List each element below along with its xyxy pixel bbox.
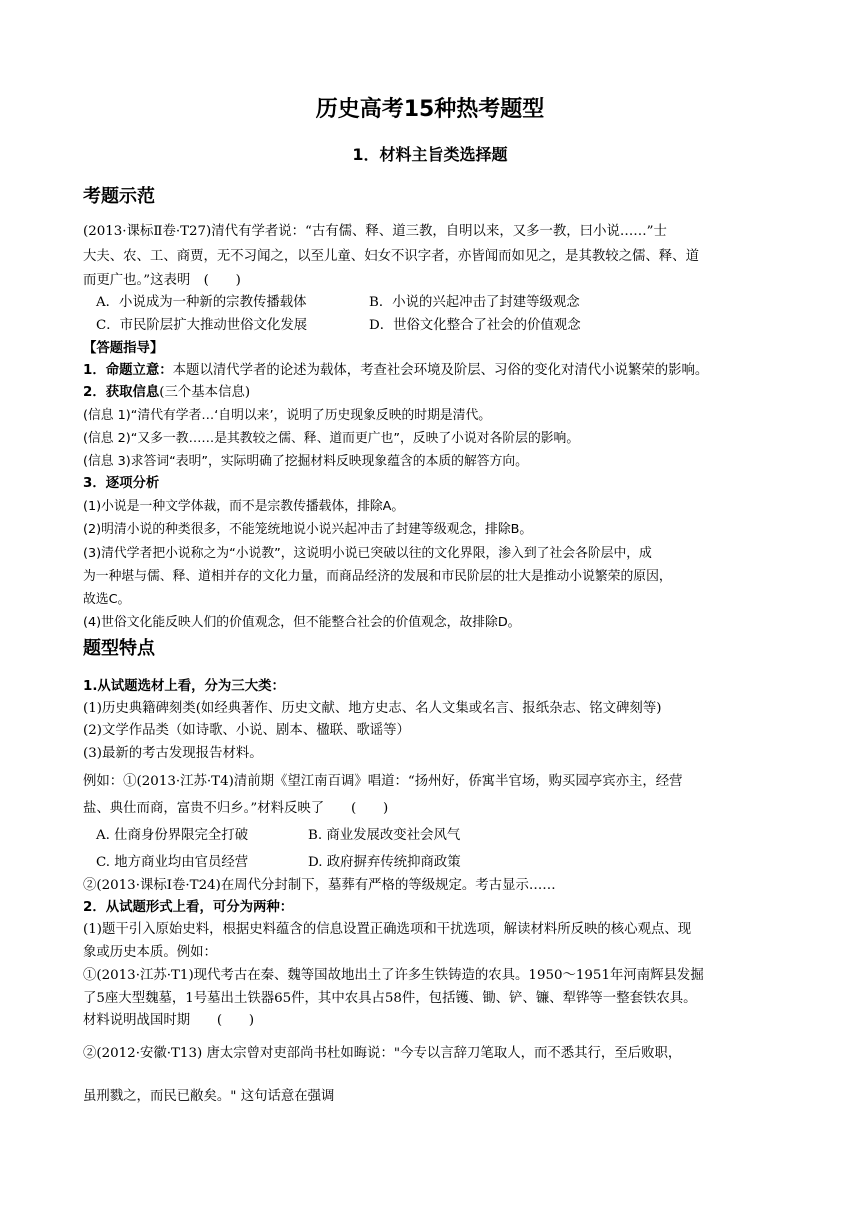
analysis-line: 为一种堪与儒、释、道相并存的文化力量，而商品经济的发展和市民阶层的壮大是推动小说繁荣的原因， (83, 569, 672, 584)
guide-point-3-label: 3．逐项分析 (83, 476, 160, 491)
option-a: A．小说成为一种新的宗教传播载体 (96, 295, 307, 310)
example-option-b: B. 商业发展改变社会风气 (308, 828, 461, 843)
question-line: (2013·课标Ⅱ卷·T27)清代有学者说：“古有儒、释、道三教，自明以来，又多一教，曰小说……”士 (83, 224, 667, 239)
option-c: C．市民阶层扩大推动世俗文化发展 (96, 318, 308, 333)
example-line: 例如：①(2013·江苏·T4)清前期《望江南百调》唱道：“扬州好，侨寓半官场，购买园亭宾亦主，经营 (83, 774, 683, 789)
option-b: B．小说的兴起冲击了封建等级观念 (369, 295, 580, 310)
analysis-line: (4)世俗文化能反映人们的价值观念，但不能整合社会的价值观念，故排除D。 (83, 615, 521, 630)
example-3-line: 了5座大型魏墓，1号墓出土铁器65件，其中农具占58件，包括镬、锄、铲、镰、犁铧等一整套铁农具。 (83, 991, 697, 1006)
section-heading-features: 题型特点 (83, 638, 155, 659)
feature-2-line: (1)题干引入原始史料，根据史料蕴含的信息设置正确选项和干扰选项，解读材料所反映的核心观点、现 (83, 922, 692, 937)
feature-1-label: 1.从试题选材上看，分为三大类： (83, 679, 285, 694)
analysis-line: (2)明清小说的种类很多，不能笼统地说小说兴起冲击了封建等级观念，排除B。 (83, 522, 533, 537)
analysis-line: (3)清代学者把小说称之为“小说教”，这说明小说已突破以往的文化界限，渗入到了社会各阶层中，成 (83, 546, 652, 561)
example-line: 盐、典仕而商，富贵不归乡。”材料反映了 ( ) (83, 801, 389, 816)
example-option-c: C. 地方商业均由官员经营 (96, 855, 249, 870)
question-line: 大夫、农、工、商贾，无不习闻之，以至儿童、妇女不识字者，亦皆闻而如见之，是其教较之儒、释、道 (83, 249, 699, 264)
example-4-line: 虽刑戮之，而民已敝矣。" 这句话意在强调 (83, 1089, 335, 1104)
guide-point-2 (83, 381, 783, 400)
feature-1-item: (1)历史典籍碑刻类(如经典著作、历史文献、地方史志、名人文集或名言、报纸杂志、铭文碑刻等) (83, 701, 662, 716)
guide-point-2-suffix: (三个基本信息) (159, 385, 251, 400)
option-d: D．世俗文化整合了社会的价值观念 (369, 318, 581, 333)
document-title: 历史高考15种热考题型 (315, 97, 545, 122)
info-line: (信息 1)“清代有学者…‘自明以来’，说明了历史现象反映的时期是清代。 (83, 408, 492, 423)
feature-2-line: 象或历史本质。例如： (83, 945, 217, 960)
example-4-line: ②(2012·安徽·T13) 唐太宗曾对吏部尚书杜如晦说："今专以言辞刀笔取人，而不悉其行，至后败职， (83, 1046, 682, 1061)
feature-2-label: 2．从试题形式上看，可分为两种： (83, 900, 294, 915)
analysis-line: 故选C。 (83, 592, 131, 607)
guide-point-2-label: 2．获取信息 (83, 385, 160, 400)
example-option-a: A. 仕商身份界限完全打破 (96, 828, 249, 843)
example-option-d: D. 政府摒弃传统抑商政策 (308, 855, 461, 870)
document-subtitle: 1．材料主旨类选择题 (352, 145, 508, 164)
guide-point-1 (83, 359, 783, 378)
answer-guide-title: 【答题指导】 (83, 341, 164, 356)
guide-point-1-label: 1．命题立意： (83, 363, 173, 378)
analysis-line: (1)小说是一种文学体裁，而不是宗教传播载体，排除A。 (83, 499, 405, 514)
example-3-line: 材料说明战国时期 ( ) (83, 1013, 255, 1028)
guide-point-1-text: 本题以清代学者的论述为载体，考查社会环境及阶层、习俗的变化对清代小说繁荣的影响。 (172, 363, 709, 378)
section-heading-example: 考题示范 (83, 186, 155, 207)
info-line: (信息 3)求答词“表明”，实际明确了挖掘材料反映现象蕴含的本质的解答方向。 (83, 454, 528, 469)
info-line: (信息 2)“又多一教……是其教较之儒、释、道而更广也”，反映了小说对各阶层的影响。 (83, 431, 580, 446)
question-line: 而更广也。”这表明 ( ) (83, 273, 241, 288)
feature-1-item: (2)文学作品类（如诗歌、小说、剧本、楹联、歌谣等） (83, 723, 410, 738)
example-2-line: ②(2013·课标Ⅰ卷·T24)在周代分封制下，墓葬有严格的等级规定。考古显示…… (83, 878, 556, 893)
example-3-line: ①(2013·江苏·T1)现代考古在秦、魏等国故地出土了许多生铁铸造的农具。1950～1951年河南辉县发掘 (83, 968, 704, 983)
feature-1-item: (3)最新的考古发现报告材料。 (83, 746, 263, 761)
